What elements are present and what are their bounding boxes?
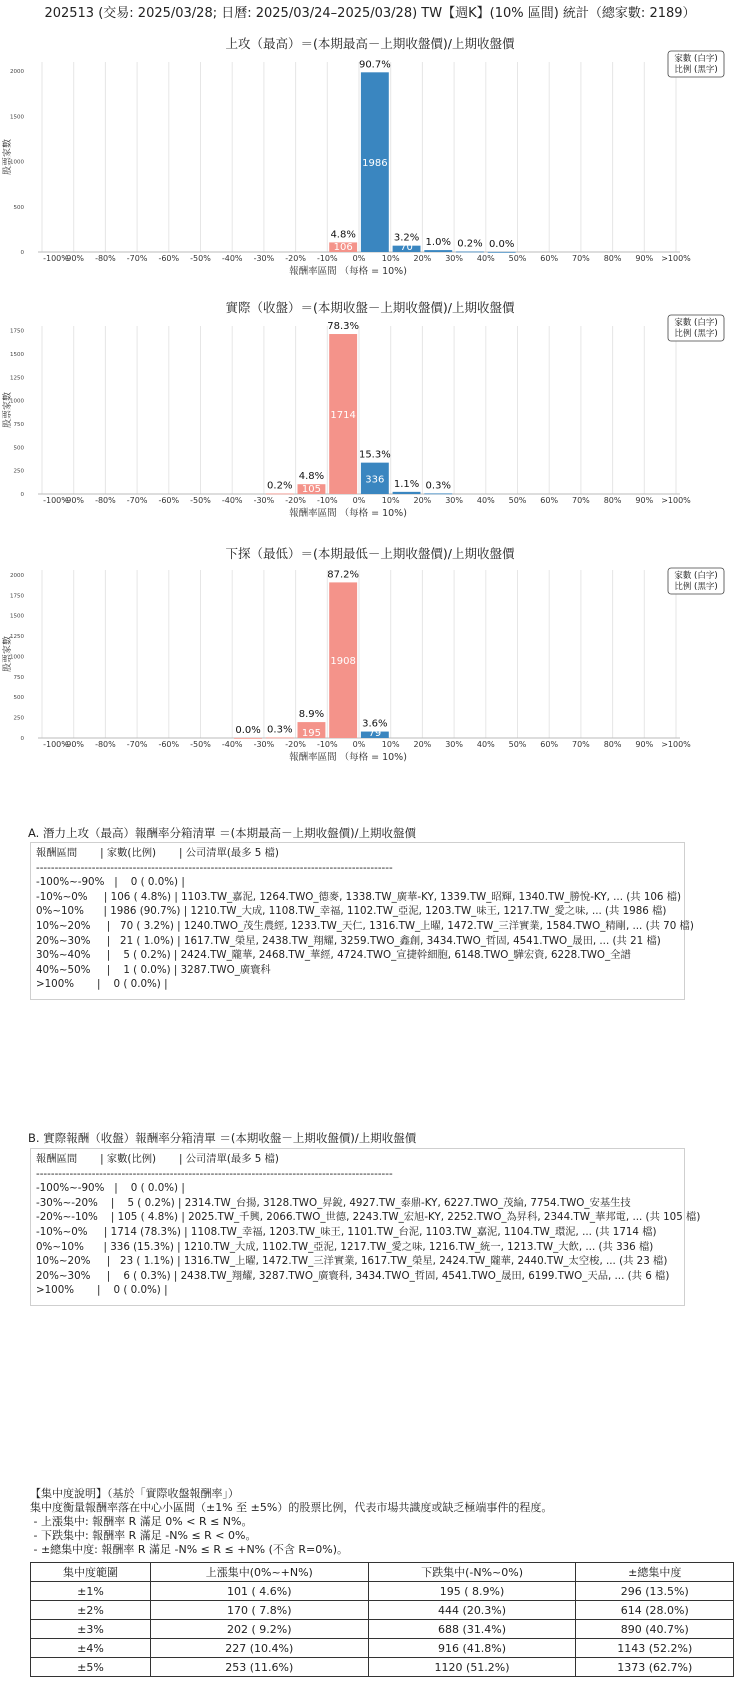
table-header-cell: ±總集中度 [576,1563,734,1582]
list-header: 報酬區間 | 家數(比例) | 公司清單(最多 5 檔) [36,1153,279,1165]
x-axis-label: 報酬率區間 （每格 = 10%) [289,508,407,519]
x-tick-label: -50% [190,254,211,263]
note-line: 【集中度說明】（基於「實際收盤報酬率」） [30,1487,239,1500]
y-tick-label: 0 [20,250,24,256]
bar-count-label: 105 [301,484,321,495]
y-tick-label: 750 [13,422,24,428]
table-cell: 170 ( 7.8%) [150,1601,368,1620]
table-cell: 916 (41.8%) [368,1639,576,1658]
bar [424,493,452,494]
page-title: 202513 (交易: 2025/03/28; 日曆: 2025/03/24–2025/03/28) TW【週K】(10% 區間) 統計（總家數: 2189） [44,6,696,21]
bar [266,494,294,495]
x-tick-label: 60% [540,496,559,505]
legend-entry: 比例 (黑字) [674,582,718,592]
y-axis-label: 股票家數 [3,391,13,429]
bar-percent-label: 4.8% [330,229,356,241]
table-cell: 1120 (51.2%) [368,1658,576,1677]
x-tick-label: 10% [381,496,400,505]
y-axis-label: 股票家數 [3,635,13,673]
y-tick-label: 2000 [10,69,24,76]
table-cell: 202 ( 9.2%) [150,1620,368,1639]
bar-count-label: 79 [368,728,382,739]
bar-count-label: 70 [400,242,413,253]
bar-percent-label: 0.2% [457,238,483,250]
x-tick-label: -60% [158,740,180,749]
x-tick-label: -20% [285,254,306,263]
y-tick-label: 250 [13,715,24,722]
x-tick-label: 80% [603,254,622,263]
table-cell: 444 (20.3%) [368,1601,576,1620]
table-cell: 614 (28.0%) [576,1601,734,1620]
x-tick-label: -90% [63,740,85,749]
x-tick-label: -90% [63,254,85,263]
bar-percent-label: 8.9% [298,709,325,721]
y-tick-label: 1000 [10,654,24,661]
bar-count-label: 195 [301,728,321,739]
x-tick-label: -80% [95,740,116,749]
x-tick-label: 40% [476,254,495,263]
x-tick-label: -70% [126,254,148,263]
x-tick-label: -10% [316,254,338,263]
x-tick-label: 60% [540,740,559,749]
list-row: 10%~20% | 70 ( 3.2%) | 1240.TWO_茂生農經, 1233.TW_天仁, 1316.TW_上曜, 1472.TW_三洋實業, 1584.TWO_精剛, ... (共 70 檔) [36,919,694,932]
x-tick-label: -50% [190,496,211,505]
list-row: >100% | 0 ( 0.0%) | [36,978,168,991]
x-tick-label: 10% [381,740,400,749]
y-tick-label: 500 [13,695,24,702]
x-tick-label: 70% [572,254,590,263]
list-row: -100%~-90% | 0 ( 0.0%) | [36,876,185,889]
x-tick-label: -70% [126,496,148,505]
bar [424,250,452,252]
list-row: -10%~0% | 1714 (78.3%) | 1108.TW_幸福, 1203.TW_味王, 1101.TW_台泥, 1103.TW_嘉泥, 1104.TW_環泥, ... (共 1714 檔) [36,1225,657,1238]
x-tick-label: >100% [661,254,691,263]
legend-entry: 比例 (黑字) [674,65,718,75]
y-tick-label: 1000 [10,398,24,405]
bar [266,738,294,739]
x-tick-label: >100% [661,496,691,505]
list-row: >100% | 0 ( 0.0%) | [36,1284,168,1297]
x-tick-label: 20% [413,740,432,749]
x-tick-label: 80% [603,496,622,505]
chart-title: 實際（收盤）＝(本期收盤－上期收盤價)/上期收盤價 [225,300,515,315]
bar-percent-label: 78.3% [327,321,360,333]
list-row: -20%~-10% | 105 ( 4.8%) | 2025.TW_千興, 2066.TWO_世德, 2243.TW_宏旭-KY, 2252.TWO_為昇科, 2344.TW_華邦電, ... (共 105 檔) [36,1211,701,1224]
table-cell: 227 (10.4%) [150,1639,368,1658]
legend-entry: 比例 (黑字) [674,329,718,339]
table-row [31,1639,734,1658]
table-row [31,1582,734,1601]
x-tick-label: -10% [316,740,338,749]
x-tick-label: 90% [635,740,654,749]
bar-percent-label: 3.2% [393,232,420,244]
y-tick-label: 1250 [10,375,24,382]
y-tick-label: 1000 [10,159,24,166]
table-cell: 296 (13.5%) [576,1582,734,1601]
x-tick-label: 90% [635,496,654,505]
y-tick-label: 0 [20,492,24,498]
x-tick-label: 40% [476,740,495,749]
bar-percent-label: 87.2% [327,569,360,581]
y-axis-label: 股票家數 [3,138,13,176]
note-line: - 上漲集中: 報酬率 R 滿足 0% < R ≤ N%。 [30,1515,253,1528]
note-line: - 下跌集中: 報酬率 R 滿足 -N% ≤ R < 0%。 [30,1529,257,1542]
x-tick-label: 60% [540,254,559,263]
x-tick-label: -70% [126,740,148,749]
table-cell: ±2% [31,1601,151,1620]
list-row: 20%~30% | 21 ( 1.0%) | 1617.TW_榮星, 2438.TW_翔耀, 3259.TWO_鑫創, 3434.TWO_哲固, 4541.TWO_晟田, ... (共 21 檔) [36,934,661,947]
x-tick-label: -80% [95,254,116,263]
table-cell: 253 (11.6%) [150,1658,368,1677]
table-cell: 1373 (62.7%) [576,1658,734,1677]
x-tick-label: 50% [508,496,527,505]
bar-count-label: 336 [365,474,385,486]
list-row: 0%~10% | 336 (15.3%) | 1210.TW_大成, 1102.TW_亞泥, 1217.TW_愛之味, 1216.TW_統一, 1213.TW_大飲, ... (共 336 檔) [36,1240,654,1253]
table-header-cell: 下跌集中(-N%~0%) [368,1563,576,1582]
x-tick-label: -60% [158,496,180,505]
y-tick-label: 1500 [10,613,24,620]
x-tick-label: -100% [43,496,69,505]
x-axis-label: 報酬率區間 （每格 = 10%) [289,752,407,763]
y-tick-label: 1750 [10,593,24,600]
x-tick-label: 30% [445,254,463,263]
y-tick-label: 750 [13,674,24,681]
x-tick-label: 30% [445,740,463,749]
x-tick-label: -80% [95,496,116,505]
x-tick-label: -40% [221,496,243,505]
bar-count-label: 106 [333,242,353,253]
x-tick-label: 30% [445,496,463,505]
x-tick-label: 10% [381,254,400,263]
table-cell: 195 ( 8.9%) [368,1582,576,1601]
list-divider: ------------------------------------------------------------------------------------------------ [36,1167,393,1180]
bar-percent-label: 15.3% [358,449,391,461]
note-line: 集中度衡量報酬率落在中心小區間（±1% 至 ±5%）的股票比例，代表市場共識度或缺乏極端事件的程度。 [30,1501,553,1514]
x-tick-label: -20% [285,496,306,505]
chart-upper-high [0,34,740,277]
y-tick-label: 250 [13,468,24,475]
y-tick-label: 1500 [10,114,24,121]
y-tick-label: 1500 [10,352,24,358]
y-tick-label: 2000 [10,572,24,579]
bar-percent-label: 4.8% [298,471,325,483]
chart-lower-low [0,546,740,822]
section-b-list [30,1148,701,1306]
bar-percent-label: 3.6% [362,718,388,730]
concentration-note [30,1487,552,1557]
x-tick-label: 50% [508,740,527,749]
bar-percent-label: 0.3% [425,480,451,492]
bar-percent-label: 0.0% [488,238,515,250]
note-line: - ±總集中度: 報酬率 R 滿足 -N% ≤ R ≤ +N% (不含 R=0%)。 [30,1543,349,1556]
x-tick-label: 20% [413,496,432,505]
x-tick-label: 80% [603,740,622,749]
table-cell: ±5% [31,1658,151,1677]
table-cell: 890 (40.7%) [576,1620,734,1639]
y-tick-label: 500 [13,204,24,211]
legend-entry: 家數 (白字) [674,318,718,328]
table-header-cell: 上漲集中(0%~+N%) [150,1563,368,1582]
y-tick-label: 1250 [10,634,24,641]
x-tick-label: 90% [635,254,654,263]
y-tick-label: 1750 [10,328,24,335]
bar-percent-label: 1.0% [425,237,451,249]
x-tick-label: -10% [316,496,338,505]
list-header: 報酬區間 | 家數(比例) | 公司清單(最多 5 檔) [36,847,279,859]
x-tick-label: -90% [63,496,85,505]
table-header-cell: 集中度範圍 [31,1563,151,1582]
x-axis-label: 報酬率區間 （每格 = 10%) [289,266,407,277]
list-row: -30%~-20% | 5 ( 0.2%) | 2314.TW_台揚, 3128.TWO_昇銳, 4927.TW_泰鼎-KY, 6227.TWO_茂綸, 7754.TWO_安基生技 [36,1196,631,1209]
x-tick-label: -30% [253,740,275,749]
chart-title: 下探（最低）＝(本期最低－上期收盤價)/上期收盤價 [225,546,515,561]
bar-percent-label: 1.1% [393,478,420,490]
x-tick-label: 20% [413,254,432,263]
x-tick-label: -40% [221,740,243,749]
bar [393,492,421,494]
x-tick-label: 0% [352,496,366,505]
x-tick-label: -30% [253,496,275,505]
table-cell: ±1% [31,1582,151,1601]
x-tick-label: -100% [43,740,69,749]
x-tick-label: 40% [476,496,495,505]
bar-percent-label: 0.0% [235,724,261,736]
bar-percent-label: 0.2% [267,480,293,492]
list-row: -10%~0% | 106 ( 4.8%) | 1103.TW_嘉泥, 1264.TWO_德麥, 1338.TW_廣華-KY, 1339.TW_昭輝, 1340.TW_勝悅-KY, ... (共 106 檔) [36,890,682,903]
list-divider: ------------------------------------------------------------------------------------------------ [36,861,393,874]
y-tick-label: 0 [20,736,24,742]
x-tick-label: -50% [190,740,211,749]
x-tick-label: 50% [508,254,527,263]
x-tick-label: 0% [352,254,366,263]
table-row [31,1601,734,1620]
legend-entry: 家數 (白字) [674,54,718,64]
list-row: 30%~40% | 5 ( 0.2%) | 2424.TW_隴華, 2468.TW_華經, 4724.TWO_宣捷幹細胞, 6148.TWO_驊宏資, 6228.TWO_全譜 [36,949,631,962]
table-cell: 1143 (52.2%) [576,1639,734,1658]
x-tick-label: -40% [221,254,243,263]
table-cell: ±3% [31,1620,151,1639]
bar [488,252,516,253]
legend-entry: 家數 (白字) [674,571,718,581]
list-row: -100%~-90% | 0 ( 0.0%) | [36,1182,185,1195]
bar-percent-label: 90.7% [358,59,391,71]
y-tick-label: 500 [13,445,24,452]
list-row: 40%~50% | 1 ( 0.0%) | 3287.TWO_廣寰科 [36,963,271,976]
table-cell: 101 ( 4.6%) [150,1582,368,1601]
x-tick-label: >100% [661,740,691,749]
x-tick-label: -60% [158,254,180,263]
table-cell: 688 (31.4%) [368,1620,576,1639]
x-tick-label: -100% [43,254,69,263]
bar [456,252,484,253]
bar-count-label: 1986 [362,158,388,170]
x-tick-label: 0% [352,740,366,749]
bar-count-label: 1714 [330,410,356,422]
x-tick-label: 70% [572,740,590,749]
table-row [31,1658,734,1677]
bar [234,738,262,739]
table-cell: ±4% [31,1639,151,1658]
list-row: 10%~20% | 23 ( 1.1%) | 1316.TW_上曜, 1472.TW_三洋實業, 1617.TW_榮星, 2424.TW_隴華, 2440.TW_太空梭, ... (共 23 檔) [36,1255,668,1268]
section-a-title: A. 潛力上攻（最高）報酬率分箱清單 ＝(本期最高－上期收盤價)/上期收盤價 [28,826,416,840]
chart-actual-close [0,298,740,538]
bar-percent-label: 0.3% [267,724,293,736]
concentration-table [30,1562,734,1677]
section-a-list [30,842,694,1000]
section-b-title: B. 實際報酬（收盤）報酬率分箱清單 ＝(本期收盤－上期收盤價)/上期收盤價 [28,1131,417,1145]
bar-count-label: 1908 [330,656,356,668]
table-row [31,1620,734,1639]
x-tick-label: -20% [285,740,306,749]
chart-title: 上攻（最高）＝(本期最高－上期收盤價)/上期收盤價 [225,36,515,51]
x-tick-label: 70% [572,496,590,505]
list-row: 0%~10% | 1986 (90.7%) | 1210.TW_大成, 1108.TW_幸福, 1102.TW_亞泥, 1203.TW_味王, 1217.TW_愛之味, ... (共 1986 檔) [36,905,667,918]
list-row: 20%~30% | 6 ( 0.3%) | 2438.TW_翔耀, 3287.TWO_廣寰科, 3434.TWO_哲固, 4541.TWO_晟田, 6199.TWO_天品, ... (共 6 檔) [36,1269,670,1282]
x-tick-label: -30% [253,254,275,263]
